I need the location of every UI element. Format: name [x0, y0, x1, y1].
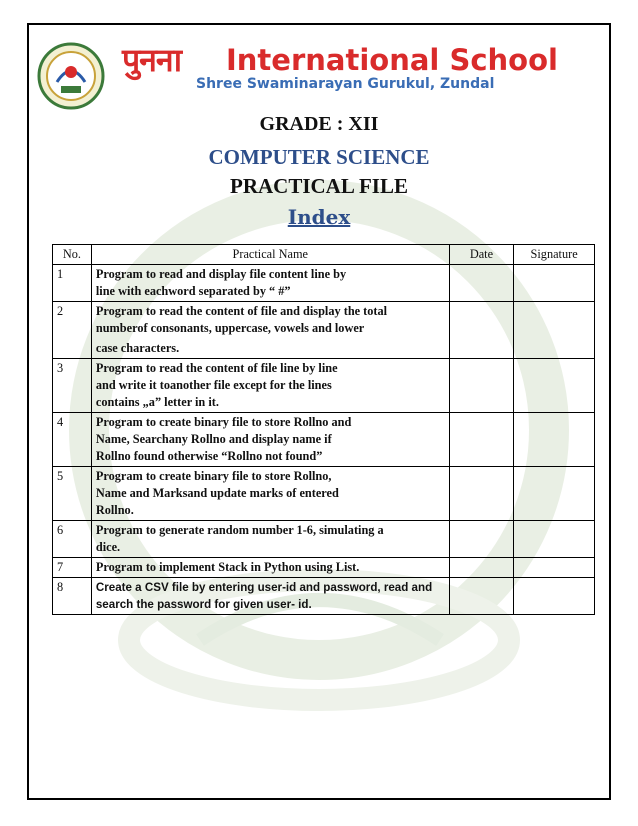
- row-text-line: Program to read and display file content line by: [95, 267, 347, 281]
- school-logo-icon: [37, 42, 105, 110]
- row-date: [449, 359, 514, 413]
- row-no: 4: [53, 413, 92, 467]
- row-no: 8: [53, 578, 92, 615]
- row-date: [449, 302, 514, 359]
- subject-heading: COMPUTER SCIENCE: [208, 145, 430, 169]
- practical-file-heading: PRACTICAL FILE: [230, 174, 408, 198]
- index-heading: Index: [287, 205, 351, 229]
- table-row: [53, 467, 595, 521]
- row-text-line: case characters.: [95, 341, 180, 355]
- row-date: [449, 558, 514, 578]
- row-practical-name: [91, 413, 449, 467]
- row-date: [449, 265, 514, 302]
- row-practical-name: [91, 467, 449, 521]
- table-row: [53, 558, 595, 578]
- table-row: [53, 521, 595, 558]
- school-tagline: Shree Swaminarayan Gurukul, Zundal: [196, 76, 495, 92]
- row-text-line: and write it toanother file except for the lines: [95, 378, 332, 392]
- row-practical-name: [91, 302, 449, 359]
- table-row: [53, 413, 595, 467]
- row-signature: [514, 578, 595, 615]
- row-text-line: Program to read the content of file and display the total: [95, 304, 388, 318]
- row-text-line: Rollno found otherwise “Rollno not found”: [95, 449, 323, 463]
- row-signature: [514, 558, 595, 578]
- row-practical-name: [91, 558, 449, 578]
- row-text-line: line with eachword separated by “ #”: [95, 284, 291, 298]
- row-date: [449, 521, 514, 558]
- row-date: [449, 413, 514, 467]
- row-no: 2: [53, 302, 92, 359]
- row-text-line: Program to create binary file to store Rollno,: [95, 469, 332, 483]
- row-no: 6: [53, 521, 92, 558]
- header-no: No.: [53, 245, 92, 265]
- row-practical-name: [91, 578, 449, 615]
- row-text-line: Program to implement Stack in Python using List.: [95, 560, 360, 574]
- row-text-line: dice.: [95, 540, 121, 554]
- header-practical-name: Practical Name: [91, 245, 449, 265]
- grade-heading: GRADE : XII: [259, 113, 379, 135]
- row-text-line: Program to create binary file to store Rollno and: [95, 415, 352, 429]
- table-row: [53, 578, 595, 615]
- row-signature: [514, 265, 595, 302]
- row-text-line: Name, Searchany Rollno and display name if: [95, 432, 332, 446]
- row-text-line: Program to generate random number 1-6, simulating a: [95, 523, 384, 537]
- row-signature: [514, 467, 595, 521]
- row-text-line: numberof consonants, uppercase, vowels and lower: [95, 321, 365, 335]
- row-signature: [514, 359, 595, 413]
- practical-index-table: [52, 244, 595, 615]
- table-row: [53, 302, 595, 359]
- header-signature: Signature: [514, 245, 595, 265]
- row-text-line: search the password for given user- id.: [95, 598, 312, 611]
- row-signature: [514, 521, 595, 558]
- row-text-line: Name and Marksand update marks of entered: [95, 486, 339, 500]
- row-no: 1: [53, 265, 92, 302]
- school-name: [122, 40, 602, 80]
- row-date: [449, 467, 514, 521]
- row-no: 3: [53, 359, 92, 413]
- row-practical-name: [91, 521, 449, 558]
- row-text-line: Program to read the content of file line by line: [95, 361, 338, 375]
- row-practical-name: [91, 359, 449, 413]
- row-no: 7: [53, 558, 92, 578]
- row-text-line: Rollno.: [95, 503, 134, 517]
- row-no: 5: [53, 467, 92, 521]
- table-row: [53, 265, 595, 302]
- row-practical-name: [91, 265, 449, 302]
- row-signature: [514, 302, 595, 359]
- brand-english-text: International School: [226, 43, 558, 77]
- table-header-row: [53, 245, 595, 265]
- row-date: [449, 578, 514, 615]
- row-text-line: contains „a” letter in it.: [95, 395, 219, 409]
- table-row: [53, 359, 595, 413]
- row-signature: [514, 413, 595, 467]
- row-text-line: Create a CSV file by entering user-id and password, read and: [95, 581, 433, 594]
- brand-hindi-text: पुनना: [122, 41, 181, 79]
- header-date: Date: [449, 245, 514, 265]
